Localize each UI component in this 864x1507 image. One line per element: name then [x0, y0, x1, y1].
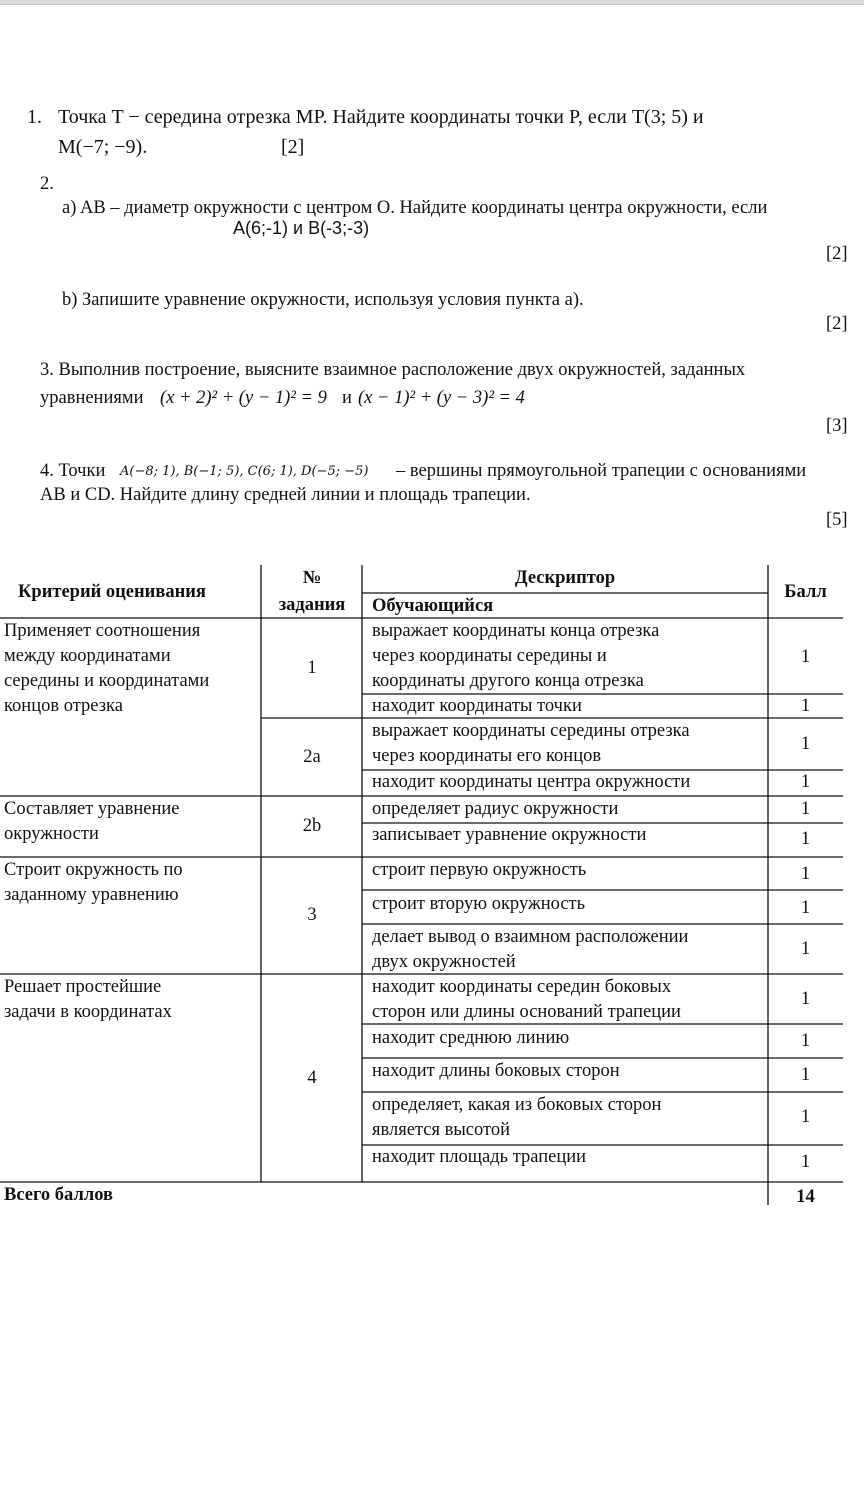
descriptor-line: делает вывод о взаимном расположении	[372, 927, 689, 947]
score-value: 1	[800, 898, 811, 918]
header-learner: Обучающийся	[372, 596, 494, 616]
problem-3-line1: 3. Выполнив построение, выясните взаимное расположение двух окружностей, заданных	[40, 360, 746, 380]
criterion-4-line-1: Решает простейшие	[4, 977, 162, 997]
problem-4-points-list: A(−8; 1), B(−1; 5), C(6; 1), D(−5; −5)	[120, 464, 369, 479]
top-border	[0, 0, 864, 5]
problem-3-equation-2: (x − 1)² + (y − 3)² = 4	[358, 388, 525, 408]
criterion-1-line-2: между координатами	[4, 646, 171, 666]
problem-1-line1: Точка T − середина отрезка MP. Найдите координаты точки P, если T(3; 5) и	[58, 106, 704, 128]
problem-2a-line2: A(6;-1) и B(-3;-3)	[233, 218, 370, 238]
descriptor-line: находит площадь трапеции	[372, 1147, 587, 1167]
score-value: 1	[800, 939, 811, 959]
descriptor-line: сторон или длины оснований трапеции	[372, 1002, 681, 1022]
criterion-2-line-1: Составляет уравнение	[4, 799, 180, 819]
criterion-3-line-2: заданному уравнению	[4, 885, 179, 905]
descriptor-line: двух окружностей	[372, 952, 516, 972]
score-value: 1	[800, 1152, 811, 1172]
criterion-2-line-2: окружности	[4, 824, 99, 844]
header-task-no: №	[302, 568, 322, 588]
problem-4-line2: AB и CD. Найдите длину средней линии и площадь трапеции.	[40, 485, 531, 505]
descriptor-line: строит вторую окружность	[372, 894, 586, 914]
descriptor-line: определяет, какая из боковых сторон	[372, 1095, 662, 1115]
descriptor-line: находит длины боковых сторон	[372, 1061, 620, 1081]
criterion-1-line-1: Применяет соотношения	[4, 621, 201, 641]
criterion-3-line-1: Строит окружность по	[4, 860, 183, 880]
score-value: 1	[800, 864, 811, 884]
problem-3-line2-prefix: уравнениями	[40, 388, 144, 408]
problem-2a-line1: a) AB – диаметр окружности с центром O. Найдите координаты центра окружности, если	[62, 198, 768, 218]
header-score: Балл	[784, 582, 827, 602]
score-value: 1	[800, 1107, 811, 1127]
descriptor-line: записывает уравнение окружности	[372, 825, 647, 845]
descriptor-line: выражает координаты середины отрезка	[372, 721, 690, 741]
header-criterion: Критерий оценивания	[18, 582, 206, 602]
problem-4-line1-suffix: – вершины прямоугольной трапеции с основаниями	[396, 461, 807, 481]
problem-2-number: 2.	[40, 174, 54, 194]
descriptor-line: находит среднюю линию	[372, 1028, 570, 1048]
descriptor-line: находит координаты центра окружности	[372, 772, 691, 792]
task-number: 2a	[303, 747, 321, 767]
task-number: 2b	[302, 816, 322, 836]
problem-4-points: [5]	[826, 510, 848, 530]
problem-3-points: [3]	[826, 416, 848, 436]
problem-1-line2: M(−7; −9).	[58, 136, 148, 158]
descriptor-line: является высотой	[372, 1120, 510, 1140]
descriptor-line: строит первую окружность	[372, 860, 587, 880]
descriptor-line: координаты другого конца отрезка	[372, 671, 644, 691]
descriptor-line: находит координаты точки	[372, 696, 582, 716]
problem-2a-points: [2]	[826, 244, 848, 264]
score-value: 1	[800, 647, 811, 667]
problem-3-conjunction: и	[342, 388, 352, 408]
task-number: 4	[307, 1068, 317, 1088]
score-value: 1	[800, 1065, 811, 1085]
problem-2b-points: [2]	[826, 314, 848, 334]
descriptor-line: через координаты середины и	[372, 646, 607, 666]
criterion-1-line-3: середины и координатами	[4, 671, 210, 691]
task-number: 3	[307, 905, 317, 925]
task-number: 1	[307, 658, 317, 678]
score-value: 1	[800, 799, 811, 819]
descriptor-line: выражает координаты конца отрезка	[372, 621, 660, 641]
score-value: 1	[800, 734, 811, 754]
score-value: 1	[800, 696, 811, 716]
score-value: 1	[800, 829, 811, 849]
total-value: 14	[796, 1187, 815, 1207]
total-label: Всего баллов	[4, 1185, 114, 1205]
header-task-label: задания	[278, 595, 346, 615]
descriptor-line: определяет радиус окружности	[372, 799, 619, 819]
problem-2b-line: b) Запишите уравнение окружности, используя условия пункта а).	[62, 290, 584, 310]
score-value: 1	[800, 989, 811, 1009]
score-value: 1	[800, 1031, 811, 1051]
descriptor-line: через координаты его концов	[372, 746, 602, 766]
problem-4-prefix: 4. Точки	[40, 461, 106, 481]
criterion-1-line-4: концов отрезка	[4, 696, 123, 716]
header-descriptor: Дескриптор	[514, 568, 616, 588]
problem-1-number: 1.	[27, 106, 42, 128]
problem-3-equation-1: (x + 2)² + (y − 1)² = 9	[160, 388, 327, 408]
problem-1-points: [2]	[281, 136, 305, 158]
descriptor-line: находит координаты середин боковых	[372, 977, 672, 997]
criterion-4-line-2: задачи в координатах	[4, 1002, 172, 1022]
score-value: 1	[800, 772, 811, 792]
